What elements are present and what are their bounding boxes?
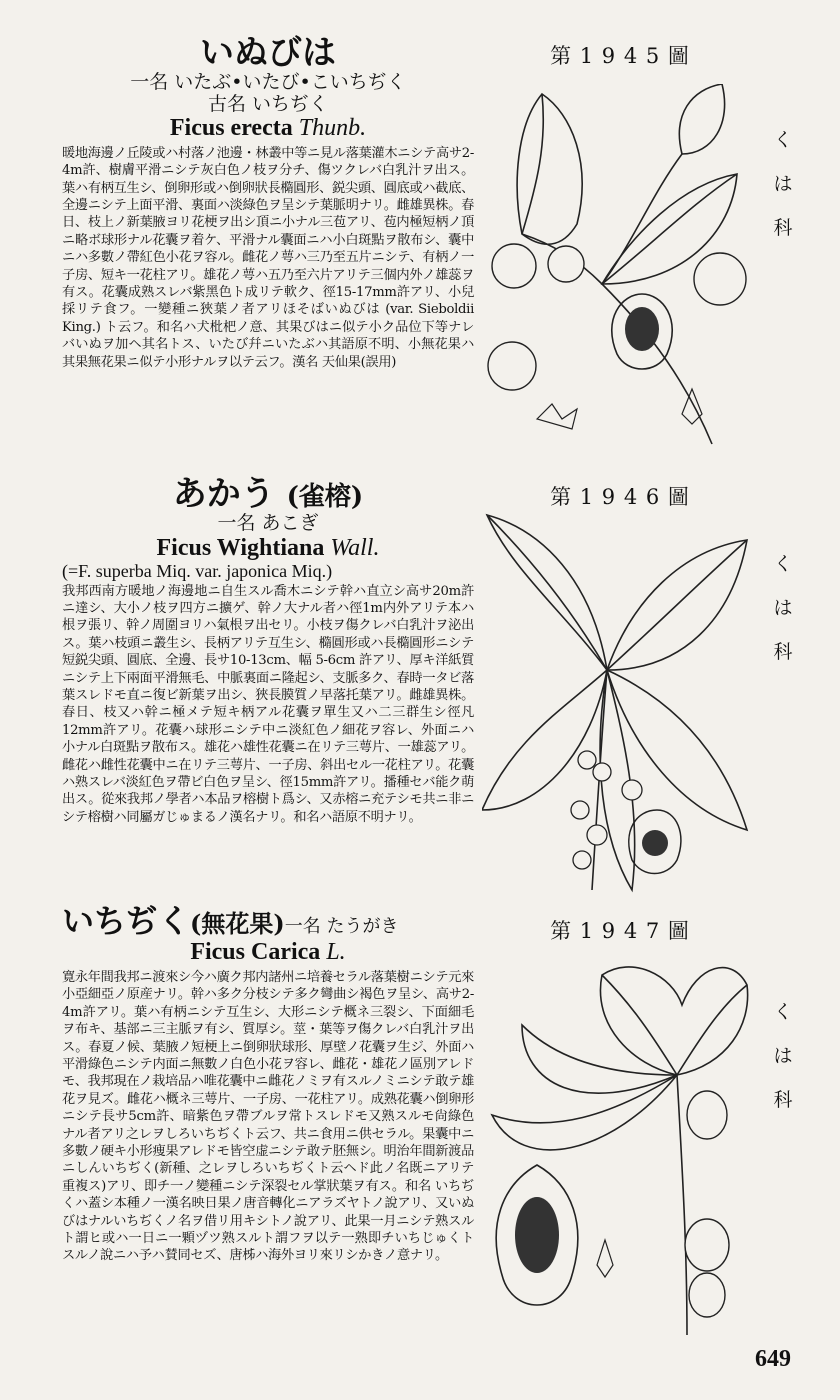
fig-fruit [622,780,642,800]
alias-line: 古名 いちぢく [207,92,329,115]
leaf [517,94,582,244]
fruit-section [629,810,681,874]
leaf-midrib [522,94,543,234]
fig-fruit [593,763,611,781]
alias-line: 一名 たうがき [284,916,399,937]
flower-detail [537,389,702,429]
fig-fruit [573,851,591,869]
fruit-section [612,294,672,369]
leaf [482,670,607,810]
leaf [522,1025,677,1093]
leaf [607,670,747,830]
leaf [679,84,724,154]
leaf [600,967,747,1075]
entry-title: いぬびは [200,33,336,73]
fig-fruit [548,246,584,282]
fig-fruit [689,1273,725,1317]
fig-1947-illustration [482,945,752,1340]
fig-fruit [687,1091,727,1139]
entry-title: いちぢく(無花果)一名 たうがき [62,902,399,940]
entry-akou [62,474,474,826]
latin-binomial: Ficus erecta [169,115,293,142]
leaf [492,1075,677,1150]
figure-number: 第 1 9 4 7 圖 [550,919,690,943]
fig-1946-illustration [482,510,752,895]
fig-fruit [571,801,589,819]
figure-number: 第 1 9 4 6 圖 [550,485,690,509]
alias-line: 一名 いたぶ•いたび•こいちぢく [130,70,406,93]
fruit-section [496,1165,578,1305]
fig-fruit [694,253,746,305]
fig-fruit [685,1219,729,1271]
latin-name [62,535,474,561]
latin-binomial: Ficus Carica [190,938,321,965]
family-label: く は 科 [773,1001,793,1111]
latin-authority: Thunb. [298,115,367,142]
synonym: (=F. superba Miq. var. japonica Miq.) [62,560,333,581]
fig-fruit [492,244,536,288]
page-number: 649 [755,1346,791,1372]
latin-binomial: Ficus Wightiana [156,534,325,561]
alias-line: 一名 あこぎ [217,511,319,534]
flower-detail [597,1240,613,1277]
fig-1945-illustration [482,84,752,454]
fig-fruit [578,751,596,769]
leaf [487,515,607,670]
entry-body: 寛永年間我邦ニ渡來シ今ハ廣ク邦内諸州ニ培養セラル落葉樹ニシテ元來小亞細亞ノ原産ナリ。幹ハ多ク分枝シテ多ク彎曲シ褐色ヲ呈シ、高サ2-4m許アリ。葉ハ有柄ニシテ互生シ、大形ニシテ概ネ三裂シ、下面細毛ヲ布キ、基部ニ三主脈ヲ有シ、質厚シ。莖・葉等ヲ傷クレバ白乳汁ヲ出ス。春夏ノ候、葉腋ノ短梗上ニ倒卵狀球形、厚壁ノ花囊ヲ生ジ、外面ハ平滑綠色ニシテ内面ニ無數ノ白色小花ヲ容レ、雌花・雄花ノ區別アレドモ、我邦現在ノ栽培品ハ唯花囊中ニ雌花ノミヲ有スルノミニシテ敢テ雄花ヲ見ズ。雌花ハ概ネ三萼片、一子房、一花柱アリ。成熟花囊ハ倒卵形ニシテ長サ5cm許、暗紫色ヲ帶ブルヲ常トスレドモ又熟スルモ尙綠色ナル者アリ之レヲしろいちぢくト云フ、共ニ食用ニ供セラル。果囊中ニ多數ノ硬キ小形痩果アレドモ皆空虚ニシテ敢テ胚無シ。明治年間新渡品ニしんいちぢく(新種、之レヲしろいちぢくト云ヘド此ノ名既ニアリテ重複ス)アリ、即チ一ノ變種ニシテ深裂セル掌狀葉ヲ有ス。和名 いちぢくハ蓋シ本種ノ一漢名映日果ノ唐音轉化ニアラズヤトノ說アリ、又いぬびはナルいちぢくノ名ヲ借リ用キシトノ說アリ、此果一月ニシテ熟スルト謂ヒ或ハ一日ニ一顆ヅツ熟スルト謂フヲ以テ一熟即チいちじゅくトスルノ說ニハ予ハ賛同セズ、唐柹ハ海外ヨリ來リシかきノ意ナリ。 [62,969,475,1264]
fig-fruit [488,342,536,390]
latin-name [62,115,474,141]
leaf-midrib [602,975,677,1075]
leaf-midrib [607,540,747,670]
entry-body: 暖地海邊ノ丘陵或ハ村落ノ池邊・林叢中等ニ見ル落葉灌木ニシテ高サ2-4m許、樹膚平滑ニシテ灰白色ノ枝ヲ分チ、傷ツクレバ白乳汁ヲ出ス。葉ハ有柄互生シ、倒卵形或ハ倒卵狀長橢圓形、鋭尖頭、圓底或ハ截底、全邊ニシテ上面平滑、裏面ハ淡綠色ヲ呈シテ葉脈明ナリ。雌雄異株。春日、枝上ノ新葉腋ヨリ花梗ヲ出シ頂ニ小ナル三苞アリ、苞内極短柄ノ頂ニ略ボ球形ナル花囊ヲ着ケ、平滑ナル囊面ニハ小白斑點ヲ散布シ、囊中ニハ多數ノ帶紅色小花ヲ容ル。雌花ノ萼ハ三乃至五片ニシテ、有柄ノ一子房、短キ一花柱アリ。雄花ノ萼ハ五乃至六片アリテ三個内外ノ雄蕊ヲ有ス。花囊成熟スレバ紫黑色ト成リテ軟ク、徑15-17mm許アリ、小兒採リテ食フ。一變種ニ狹葉ノ者アリほそばいぬびは (var. Sieboldii King.) ト云フ。和名ハ犬枇杷ノ意、其果びはニ似テ小ク品位下等ナレバいぬヲ加ヘ其名トス、いたび幷ニいたぶハ其語原不明、小無花果ハ其果無花果ニ似テ小形ナルヲ以テ云フ。漢名 天仙果(誤用) [62,145,474,370]
latin-name [62,939,474,965]
entry-ichijiku [62,902,475,1265]
entry-title: あかう (雀榕) [172,474,364,514]
family-label: く は 科 [773,553,793,663]
fig-fruit [587,825,607,845]
figure-number: 第 1 9 4 5 圖 [550,44,690,68]
latin-authority: L. [326,938,346,965]
entry-inubiwa [62,33,474,371]
entry-body: 我邦西南方暖地ノ海邊地ニ自生スル喬木ニシテ幹ハ直立シ高サ20m許ニ達シ、大小ノ枝ヲ四方ニ擴ゲ、幹ノ大ナル者ハ徑1m内外アリテ本ハ根ヲ張リ、幹ノ周圍ヨリハ氣根ヲ出セリ。小枝ヲ傷クレバ白乳汁ヲ泌出ス。葉ハ枝頭ニ叢生シ、長柄アリテ互生シ、橢圓形或ハ長橢圓形ニシテ短鋭尖頭、圓底、全邊、長サ10-13cm、幅 5-6cm 許アリ、厚キ洋紙質ニシテ上下兩面平滑無毛、中脈裏面ニ隆起シ、支脈多ク、春時一タビ落葉スレドモ直ニ復ビ新葉ヲ出シ、狹長膜質ノ早落托葉アリ。雌雄異株。春日、枝又ハ幹ニ極メテ短キ柄アル花囊ヲ單生又ハ二三群生シ徑凡12mm許アリ。花囊ハ球形ニシテ中ニ淡紅色ノ細花ヲ容レ、外面ニハ小ナル白斑點ヲ散布ス。雄花ハ雄性花囊ニ在リテ三萼片、一雄蕊アリ。雌花ハ雌性花囊中ニ在リテ三萼片、一子房、斜出セル一花柱アリ。花囊ハ熟スレバ淡紅色ヲ帶ビ白色ヲ呈シ、徑15mm許アリ。播種セバ能ク萌出ス。從來我邦ノ學者ハ本品ヲ榕樹ト爲シ、又赤榕ニ充テシモ共ニ非ニシテ榕樹ハ同屬ガじゅまるノ漢名ナリ。和名ハ語原不明ナリ。 [62,583,474,825]
family-label: く は 科 [773,129,793,239]
latin-authority: Wall. [330,534,380,561]
branch-main [677,1075,687,1335]
